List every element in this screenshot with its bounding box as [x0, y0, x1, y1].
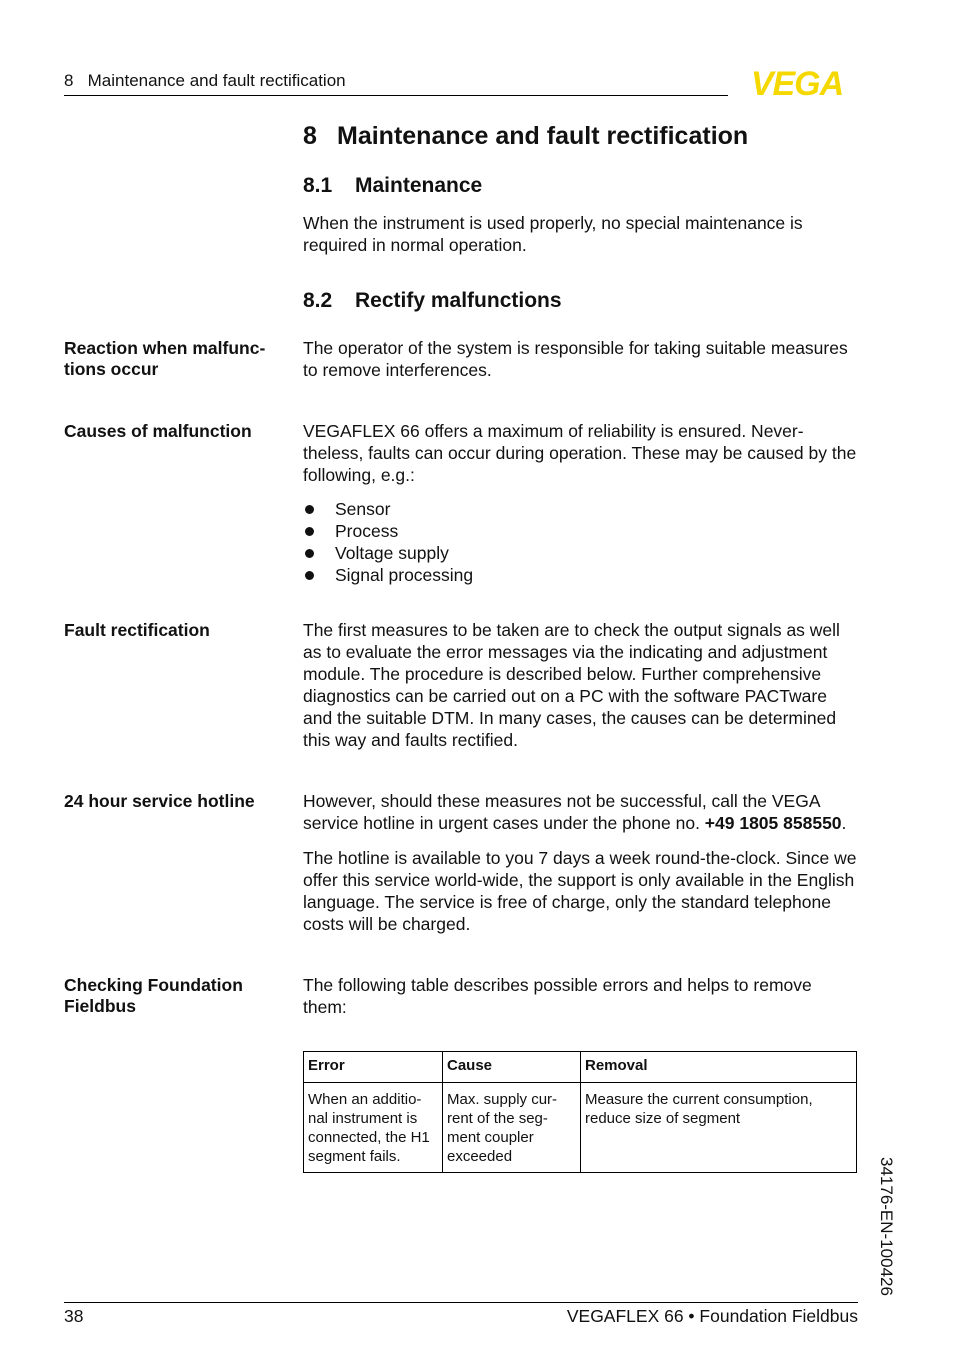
label-line: tions occur	[64, 359, 159, 379]
document-code	[872, 1157, 902, 1317]
fault-text: The first measures to be taken are to check the output signals as well as to evaluate the error messages via the indicating and adjustment module. The procedure is described below. Further comprehensive diagnostics can be carried out on a PC with the software PACTware and the suitable DTM. In many cases, the causes can be determined this way and faults rectified.	[303, 620, 840, 750]
error-table	[303, 1051, 857, 1173]
section-title: Rectify malfunctions	[355, 289, 562, 312]
hotline-text-pre: However, should these measures not be successful, call the VEGA service hotline in urgent cases under the phone no.	[303, 791, 820, 833]
footer-product: VEGAFLEX 66 • Foundation Fieldbus	[566, 1306, 858, 1326]
list-item	[303, 564, 473, 586]
page-number: 38	[64, 1306, 84, 1326]
bullet-icon	[305, 571, 314, 580]
hotline-label: 24 hour service hotline	[64, 791, 255, 811]
causes-list	[303, 498, 473, 586]
maintenance-text: When the instrument is used properly, no special maintenance is required in normal operation.	[303, 213, 803, 255]
chapter-number: 8	[303, 122, 317, 150]
label-line: Reaction when malfunc-	[64, 338, 266, 358]
checking-label	[64, 975, 284, 1017]
section-number: 8.2	[303, 289, 333, 312]
running-header: 8 Maintenance and fault rectification	[64, 71, 346, 90]
list-item	[303, 542, 473, 564]
list-item-text: Sensor	[335, 499, 391, 519]
reaction-text: The operator of the system is responsible for taking suitable measures to remove interferences.	[303, 338, 848, 380]
fault-label: Fault rectification	[64, 620, 210, 640]
table-row	[304, 1083, 857, 1173]
hotline-text	[303, 790, 858, 834]
hotline-availability-text: The hotline is available to you 7 days a week round-the-clock. Since we offer this service world-wide, the support is only available in the English language. The service is free of charge, only the standard telephone costs will be charged.	[303, 848, 857, 934]
section-title: Maintenance	[355, 174, 483, 197]
checking-text: The following table describes possible errors and helps to remove them:	[303, 975, 812, 1017]
chapter-title-text: Maintenance and fault rectification	[337, 122, 749, 150]
chapter-title	[303, 122, 748, 151]
bullet-icon	[305, 549, 314, 558]
causes-label: Causes of malfunction	[64, 421, 252, 441]
document-code-text: 34176-EN-100426	[877, 1157, 896, 1296]
list-item-text: Voltage supply	[335, 543, 449, 563]
section-maintenance-heading	[303, 174, 482, 198]
header-rule	[64, 95, 728, 96]
table-cell: Max. supply cur-rent of the seg-ment coupler exceeded	[443, 1083, 581, 1173]
bullet-icon	[305, 527, 314, 536]
column-header-error: Error	[304, 1052, 443, 1083]
label-line: Checking Foundation	[64, 975, 243, 995]
table-cell: When an additio-nal instrument is connected, the H1 segment fails.	[304, 1083, 443, 1173]
bullet-icon	[305, 505, 314, 514]
list-item	[303, 520, 473, 542]
causes-text: VEGAFLEX 66 offers a maximum of reliability is ensured. Never-theless, faults can occur during operation. These may be caused by the following, e.g.:	[303, 421, 857, 485]
column-header-cause: Cause	[443, 1052, 581, 1083]
list-item	[303, 498, 473, 520]
reaction-label	[64, 338, 284, 380]
column-header-removal: Removal	[581, 1052, 857, 1083]
list-item-text: Signal processing	[335, 565, 474, 585]
label-line: Fieldbus	[64, 996, 136, 1016]
logo-text: VEGA	[750, 66, 844, 98]
section-rectify-heading	[303, 289, 562, 313]
hotline-phone: +49 1805 858550	[704, 813, 842, 833]
vega-logo	[736, 66, 858, 98]
list-item-text: Process	[335, 521, 399, 541]
footer-rule	[64, 1302, 858, 1303]
hotline-text-post: .	[841, 813, 847, 833]
table-cell: Measure the current consumption, reduce size of segment	[581, 1083, 857, 1173]
section-number: 8.1	[303, 174, 333, 197]
table-header-row	[304, 1052, 857, 1083]
